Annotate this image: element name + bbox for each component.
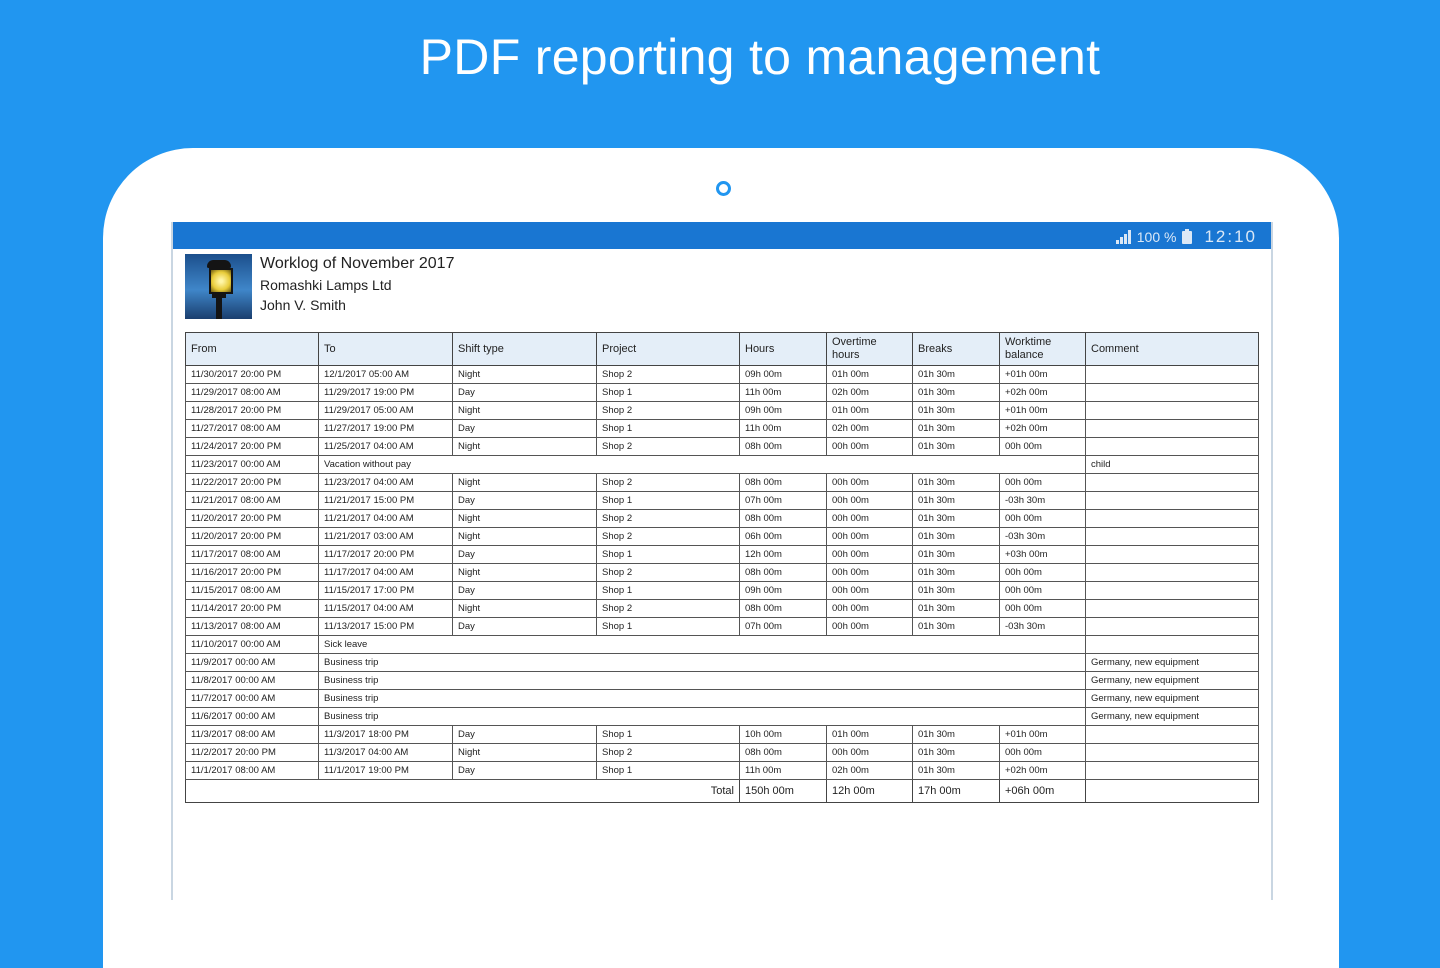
cell-project: Shop 2 xyxy=(597,600,740,618)
cell-comment: Germany, new equipment xyxy=(1086,690,1259,708)
cell-breaks: 01h 30m xyxy=(913,510,1000,528)
cell-project: Shop 2 xyxy=(597,474,740,492)
cell-to: 11/1/2017 19:00 PM xyxy=(319,762,453,780)
cell-balance: 00h 00m xyxy=(1000,564,1086,582)
cell-shift-type: Night xyxy=(453,528,597,546)
cell-overtime: 01h 00m xyxy=(827,726,913,744)
cell-shift-type: Day xyxy=(453,618,597,636)
total-overtime: 12h 00m xyxy=(827,780,913,803)
cell-comment xyxy=(1086,726,1259,744)
signal-icon xyxy=(1116,230,1131,244)
cell-hours: 12h 00m xyxy=(740,546,827,564)
table-row xyxy=(186,546,1259,564)
table-row xyxy=(186,618,1259,636)
cell-from: 11/10/2017 00:00 AM xyxy=(186,636,319,654)
cell-balance: 00h 00m xyxy=(1000,600,1086,618)
cell-breaks: 01h 30m xyxy=(913,492,1000,510)
cell-comment xyxy=(1086,402,1259,420)
camera-icon xyxy=(716,181,731,196)
total-label: Total xyxy=(186,780,740,803)
table-row xyxy=(186,510,1259,528)
cell-to: 11/3/2017 04:00 AM xyxy=(319,744,453,762)
cell-comment xyxy=(1086,510,1259,528)
cell-breaks: 01h 30m xyxy=(913,564,1000,582)
cell-shift-type: Night xyxy=(453,402,597,420)
cell-project: Shop 1 xyxy=(597,762,740,780)
table-row xyxy=(186,600,1259,618)
cell-balance: +02h 00m xyxy=(1000,384,1086,402)
cell-hours: 09h 00m xyxy=(740,366,827,384)
cell-breaks: 01h 30m xyxy=(913,582,1000,600)
cell-to: 11/3/2017 18:00 PM xyxy=(319,726,453,744)
cell-project: Shop 2 xyxy=(597,528,740,546)
cell-from: 11/8/2017 00:00 AM xyxy=(186,672,319,690)
cell-balance: 00h 00m xyxy=(1000,510,1086,528)
header-worktime-balance: Worktime balance xyxy=(1000,333,1086,366)
header-breaks: Breaks xyxy=(913,333,1000,366)
cell-event-type: Vacation without pay xyxy=(319,456,1086,474)
table-row xyxy=(186,492,1259,510)
cell-to: 11/27/2017 19:00 PM xyxy=(319,420,453,438)
cell-shift-type: Night xyxy=(453,744,597,762)
cell-event-type: Business trip xyxy=(319,654,1086,672)
cell-comment xyxy=(1086,366,1259,384)
table-row xyxy=(186,708,1259,726)
table-row xyxy=(186,366,1259,384)
header-overtime-hours: Overtime hours xyxy=(827,333,913,366)
table-row xyxy=(186,528,1259,546)
cell-hours: 11h 00m xyxy=(740,420,827,438)
cell-hours: 11h 00m xyxy=(740,384,827,402)
cell-overtime: 00h 00m xyxy=(827,528,913,546)
cell-breaks: 01h 30m xyxy=(913,366,1000,384)
header-from: From xyxy=(186,333,319,366)
cell-overtime: 00h 00m xyxy=(827,744,913,762)
cell-balance: +02h 00m xyxy=(1000,420,1086,438)
cell-comment xyxy=(1086,384,1259,402)
cell-balance: 00h 00m xyxy=(1000,474,1086,492)
cell-from: 11/30/2017 20:00 PM xyxy=(186,366,319,384)
cell-to: 11/21/2017 03:00 AM xyxy=(319,528,453,546)
cell-breaks: 01h 30m xyxy=(913,438,1000,456)
cell-project: Shop 2 xyxy=(597,744,740,762)
cell-hours: 10h 00m xyxy=(740,726,827,744)
headline: PDF reporting to management xyxy=(419,29,1101,85)
cell-from: 11/3/2017 08:00 AM xyxy=(186,726,319,744)
table-row xyxy=(186,582,1259,600)
cell-hours: 08h 00m xyxy=(740,510,827,528)
cell-overtime: 00h 00m xyxy=(827,546,913,564)
cell-overtime: 02h 00m xyxy=(827,384,913,402)
cell-hours: 08h 00m xyxy=(740,744,827,762)
cell-balance: +02h 00m xyxy=(1000,762,1086,780)
cell-balance: 00h 00m xyxy=(1000,438,1086,456)
cell-to: 11/23/2017 04:00 AM xyxy=(319,474,453,492)
cell-shift-type: Day xyxy=(453,492,597,510)
cell-balance: 00h 00m xyxy=(1000,744,1086,762)
total-comment xyxy=(1086,780,1259,803)
cell-to: 12/1/2017 05:00 AM xyxy=(319,366,453,384)
cell-from: 11/2/2017 20:00 PM xyxy=(186,744,319,762)
cell-overtime: 00h 00m xyxy=(827,582,913,600)
cell-breaks: 01h 30m xyxy=(913,600,1000,618)
table-row xyxy=(186,690,1259,708)
table-row xyxy=(186,402,1259,420)
cell-balance: +03h 00m xyxy=(1000,546,1086,564)
header-shift-type: Shift type xyxy=(453,333,597,366)
table-row xyxy=(186,744,1259,762)
cell-shift-type: Night xyxy=(453,474,597,492)
cell-overtime: 00h 00m xyxy=(827,492,913,510)
cell-from: 11/24/2017 20:00 PM xyxy=(186,438,319,456)
cell-breaks: 01h 30m xyxy=(913,474,1000,492)
cell-project: Shop 1 xyxy=(597,420,740,438)
cell-breaks: 01h 30m xyxy=(913,744,1000,762)
cell-breaks: 01h 30m xyxy=(913,420,1000,438)
cell-project: Shop 1 xyxy=(597,726,740,744)
cell-hours: 09h 00m xyxy=(740,402,827,420)
table-header-row xyxy=(186,333,1259,366)
cell-comment xyxy=(1086,744,1259,762)
cell-comment xyxy=(1086,546,1259,564)
cell-overtime: 00h 00m xyxy=(827,474,913,492)
cell-to: 11/29/2017 19:00 PM xyxy=(319,384,453,402)
cell-project: Shop 2 xyxy=(597,564,740,582)
table-row xyxy=(186,672,1259,690)
cell-from: 11/13/2017 08:00 AM xyxy=(186,618,319,636)
report-title: Worklog of November 2017 xyxy=(260,255,455,272)
cell-hours: 09h 00m xyxy=(740,582,827,600)
cell-shift-type: Night xyxy=(453,438,597,456)
cell-from: 11/17/2017 08:00 AM xyxy=(186,546,319,564)
cell-hours: 08h 00m xyxy=(740,474,827,492)
cell-shift-type: Day xyxy=(453,762,597,780)
status-indicators xyxy=(1116,227,1257,247)
cell-comment xyxy=(1086,492,1259,510)
cell-comment: child xyxy=(1086,456,1259,474)
table-row xyxy=(186,762,1259,780)
cell-project: Shop 2 xyxy=(597,510,740,528)
cell-comment xyxy=(1086,582,1259,600)
cell-to: 11/15/2017 04:00 AM xyxy=(319,600,453,618)
cell-comment xyxy=(1086,474,1259,492)
battery-percent: 100 % xyxy=(1136,229,1177,245)
lamp-logo-icon xyxy=(185,254,252,319)
cell-breaks: 01h 30m xyxy=(913,726,1000,744)
cell-balance: -03h 30m xyxy=(1000,492,1086,510)
cell-from: 11/9/2017 00:00 AM xyxy=(186,654,319,672)
cell-from: 11/22/2017 20:00 PM xyxy=(186,474,319,492)
cell-shift-type: Day xyxy=(453,384,597,402)
tablet-screen xyxy=(171,222,1273,900)
cell-breaks: 01h 30m xyxy=(913,528,1000,546)
cell-to: 11/17/2017 20:00 PM xyxy=(319,546,453,564)
cell-to: 11/15/2017 17:00 PM xyxy=(319,582,453,600)
table-row xyxy=(186,654,1259,672)
cell-shift-type: Night xyxy=(453,366,597,384)
cell-comment xyxy=(1086,564,1259,582)
cell-balance: 00h 00m xyxy=(1000,582,1086,600)
cell-from: 11/27/2017 08:00 AM xyxy=(186,420,319,438)
cell-breaks: 01h 30m xyxy=(913,402,1000,420)
total-row xyxy=(186,780,1259,803)
status-bar xyxy=(173,222,1271,249)
cell-project: Shop 2 xyxy=(597,438,740,456)
cell-overtime: 00h 00m xyxy=(827,600,913,618)
cell-breaks: 01h 30m xyxy=(913,384,1000,402)
cell-event-type: Sick leave xyxy=(319,636,1086,654)
cell-shift-type: Day xyxy=(453,546,597,564)
cell-project: Shop 1 xyxy=(597,492,740,510)
cell-to: 11/25/2017 04:00 AM xyxy=(319,438,453,456)
report-company: Romashki Lamps Ltd xyxy=(260,277,392,293)
cell-balance: -03h 30m xyxy=(1000,618,1086,636)
cell-from: 11/7/2017 00:00 AM xyxy=(186,690,319,708)
header-to: To xyxy=(319,333,453,366)
table-row xyxy=(186,636,1259,654)
report-employee: John V. Smith xyxy=(260,297,346,313)
table-row xyxy=(186,726,1259,744)
cell-project: Shop 1 xyxy=(597,582,740,600)
cell-from: 11/6/2017 00:00 AM xyxy=(186,708,319,726)
cell-event-type: Business trip xyxy=(319,690,1086,708)
cell-balance: +01h 00m xyxy=(1000,726,1086,744)
cell-project: Shop 1 xyxy=(597,384,740,402)
cell-shift-type: Night xyxy=(453,600,597,618)
cell-comment xyxy=(1086,438,1259,456)
cell-hours: 07h 00m xyxy=(740,492,827,510)
cell-project: Shop 1 xyxy=(597,618,740,636)
cell-comment: Germany, new equipment xyxy=(1086,672,1259,690)
cell-project: Shop 1 xyxy=(597,546,740,564)
cell-from: 11/20/2017 20:00 PM xyxy=(186,510,319,528)
cell-from: 11/16/2017 20:00 PM xyxy=(186,564,319,582)
table-row xyxy=(186,438,1259,456)
cell-breaks: 01h 30m xyxy=(913,762,1000,780)
table-row xyxy=(186,474,1259,492)
cell-shift-type: Night xyxy=(453,510,597,528)
report-header xyxy=(173,249,1271,327)
cell-to: 11/13/2017 15:00 PM xyxy=(319,618,453,636)
cell-breaks: 01h 30m xyxy=(913,618,1000,636)
cell-comment xyxy=(1086,618,1259,636)
cell-comment: Germany, new equipment xyxy=(1086,708,1259,726)
cell-from: 11/21/2017 08:00 AM xyxy=(186,492,319,510)
cell-comment xyxy=(1086,600,1259,618)
cell-shift-type: Day xyxy=(453,582,597,600)
cell-hours: 08h 00m xyxy=(740,600,827,618)
worklog-table xyxy=(185,332,1259,803)
cell-comment xyxy=(1086,420,1259,438)
cell-to: 11/29/2017 05:00 AM xyxy=(319,402,453,420)
cell-hours: 07h 00m xyxy=(740,618,827,636)
cell-comment xyxy=(1086,762,1259,780)
status-time: 12:10 xyxy=(1204,227,1257,246)
cell-comment: Germany, new equipment xyxy=(1086,654,1259,672)
cell-from: 11/28/2017 20:00 PM xyxy=(186,402,319,420)
table-row xyxy=(186,456,1259,474)
cell-from: 11/14/2017 20:00 PM xyxy=(186,600,319,618)
cell-overtime: 00h 00m xyxy=(827,564,913,582)
cell-overtime: 01h 00m xyxy=(827,402,913,420)
cell-hours: 06h 00m xyxy=(740,528,827,546)
cell-balance: +01h 00m xyxy=(1000,402,1086,420)
cell-to: 11/21/2017 15:00 PM xyxy=(319,492,453,510)
cell-balance: +01h 00m xyxy=(1000,366,1086,384)
header-project: Project xyxy=(597,333,740,366)
cell-hours: 08h 00m xyxy=(740,438,827,456)
cell-event-type: Business trip xyxy=(319,708,1086,726)
cell-from: 11/29/2017 08:00 AM xyxy=(186,384,319,402)
cell-event-type: Business trip xyxy=(319,672,1086,690)
cell-to: 11/21/2017 04:00 AM xyxy=(319,510,453,528)
total-hours: 150h 00m xyxy=(740,780,827,803)
cell-hours: 11h 00m xyxy=(740,762,827,780)
cell-balance: -03h 30m xyxy=(1000,528,1086,546)
cell-shift-type: Night xyxy=(453,564,597,582)
cell-overtime: 00h 00m xyxy=(827,618,913,636)
cell-overtime: 00h 00m xyxy=(827,510,913,528)
cell-comment xyxy=(1086,636,1259,654)
cell-from: 11/1/2017 08:00 AM xyxy=(186,762,319,780)
table-row xyxy=(186,384,1259,402)
cell-hours: 08h 00m xyxy=(740,564,827,582)
cell-overtime: 02h 00m xyxy=(827,420,913,438)
table-row xyxy=(186,420,1259,438)
cell-from: 11/23/2017 00:00 AM xyxy=(186,456,319,474)
table-row xyxy=(186,564,1259,582)
cell-from: 11/20/2017 20:00 PM xyxy=(186,528,319,546)
cell-overtime: 00h 00m xyxy=(827,438,913,456)
header-comment: Comment xyxy=(1086,333,1259,366)
battery-icon xyxy=(1182,231,1192,244)
cell-breaks: 01h 30m xyxy=(913,546,1000,564)
cell-to: 11/17/2017 04:00 AM xyxy=(319,564,453,582)
cell-overtime: 02h 00m xyxy=(827,762,913,780)
total-balance: +06h 00m xyxy=(1000,780,1086,803)
cell-overtime: 01h 00m xyxy=(827,366,913,384)
cell-project: Shop 2 xyxy=(597,402,740,420)
total-breaks: 17h 00m xyxy=(913,780,1000,803)
cell-comment xyxy=(1086,528,1259,546)
cell-shift-type: Day xyxy=(453,726,597,744)
cell-project: Shop 2 xyxy=(597,366,740,384)
cell-from: 11/15/2017 08:00 AM xyxy=(186,582,319,600)
header-hours: Hours xyxy=(740,333,827,366)
cell-shift-type: Day xyxy=(453,420,597,438)
